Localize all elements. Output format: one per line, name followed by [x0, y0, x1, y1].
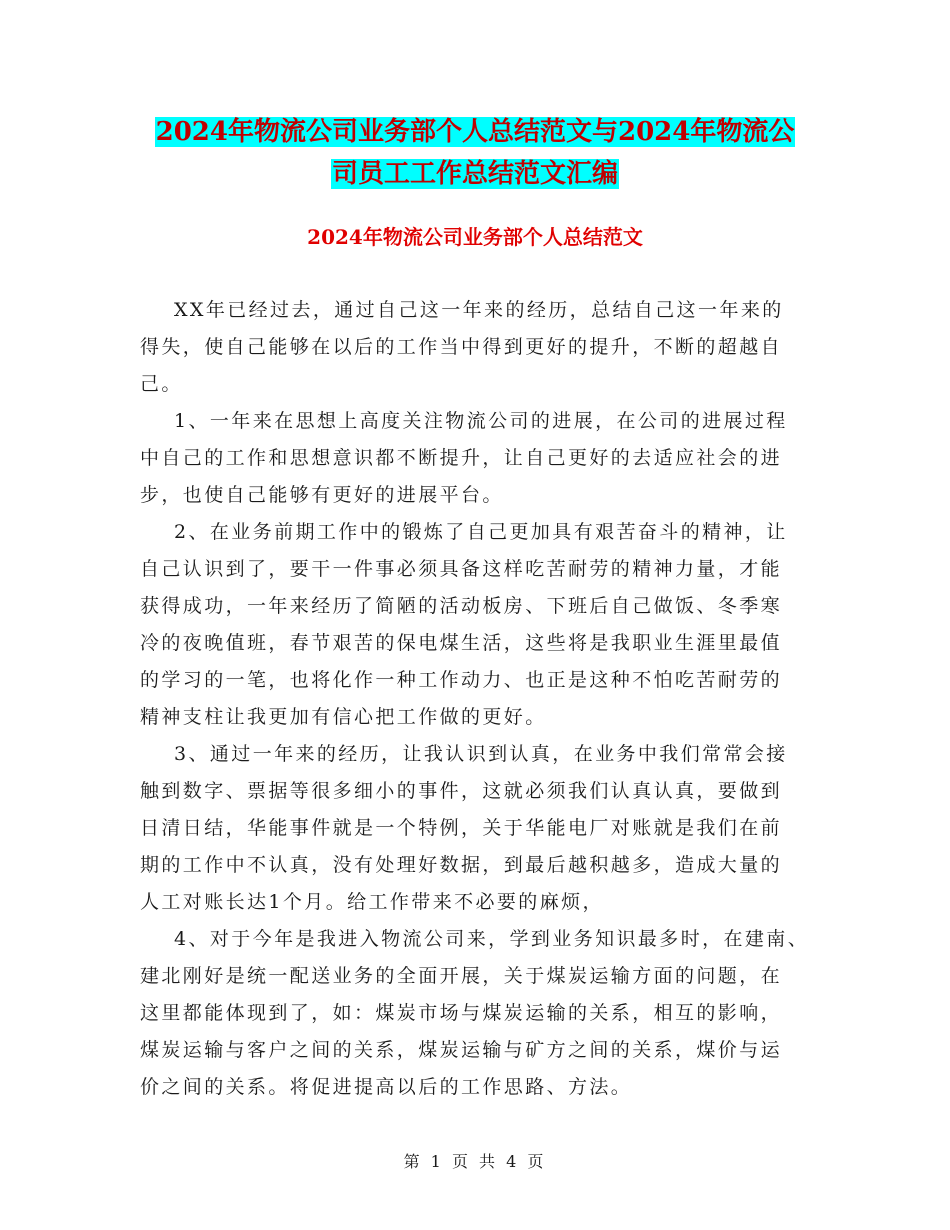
- paragraph-line: 获得成功，一年来经历了简陋的活动板房、下班后自己做饭、冬季寒: [140, 595, 783, 617]
- paragraph-line: 建北刚好是统一配送业务的全面开展，关于煤炭运输方面的问题，在: [140, 965, 783, 987]
- section-title: 2024年物流公司业务部个人总结范文: [307, 225, 643, 249]
- paragraph-line: 4、对于今年是我进入物流公司来，学到业务知识最多时，在建南、: [174, 928, 810, 950]
- document-title-line-1: [0, 112, 950, 152]
- paragraph-line: XX年已经过去，通过自己这一年来的经历，总结自己这一年来的: [174, 299, 784, 321]
- paragraph-line: 2、在业务前期工作中的锻炼了自己更加具有艰苦奋斗的精神，让: [174, 521, 788, 543]
- page-footer: 第 1 页 共 4 页: [403, 1152, 547, 1171]
- paragraph-line: 己。: [140, 373, 183, 395]
- paragraph-line: 3、通过一年来的经历，让我认识到认真，在业务中我们常常会接: [174, 743, 788, 765]
- paragraph-line: 精神支柱让我更加有信心把工作做的更好。: [140, 706, 547, 728]
- paragraph-line: 价之间的关系。将促进提高以后的工作思路、方法。: [140, 1076, 633, 1098]
- paragraph-line: 这里都能体现到了，如：煤炭市场与煤炭运输的关系，相互的影响，: [140, 1002, 783, 1024]
- paragraph-line: 中自己的工作和思想意识都不断提升，让自己更好的去适应社会的进: [140, 447, 783, 469]
- paragraph-line: 自己认识到了，要干一件事必须具备这样吃苦耐劳的精神力量，才能: [140, 558, 783, 580]
- paragraph-line: 期的工作中不认真，没有处理好数据，到最后越积越多，造成大量的: [140, 854, 783, 876]
- document-title-line-2: [0, 154, 950, 194]
- paragraph-line: 得失，使自己能够在以后的工作当中得到更好的提升，不断的超越自: [140, 336, 783, 358]
- paragraph-line: 人工对账长达1个月。给工作带来不必要的麻烦，: [140, 891, 604, 913]
- paragraph-line: 的学习的一笔，也将化作一种工作动力、也正是这种不怕吃苦耐劳的: [140, 669, 783, 691]
- paragraph-line: 步，也使自己能够有更好的进展平台。: [140, 484, 504, 506]
- paragraph-line: 1、一年来在思想上高度关注物流公司的进展，在公司的进展过程: [174, 410, 788, 432]
- paragraph-line: 触到数字、票据等很多细小的事件，这就必须我们认真认真，要做到: [140, 780, 783, 802]
- paragraph-line: 煤炭运输与客户之间的关系，煤炭运输与矿方之间的关系，煤价与运: [140, 1039, 783, 1061]
- title-highlight-2: 司员工工作总结范文汇编: [331, 159, 618, 189]
- title-highlight-1: 2024年物流公司业务部个人总结范文与2024年物流公: [155, 117, 795, 147]
- paragraph-line: 日清日结，华能事件就是一个特例，关于华能电厂对账就是我们在前: [140, 817, 783, 839]
- paragraph-line: 冷的夜晚值班，春节艰苦的保电煤生活，这些将是我职业生涯里最值: [140, 632, 783, 654]
